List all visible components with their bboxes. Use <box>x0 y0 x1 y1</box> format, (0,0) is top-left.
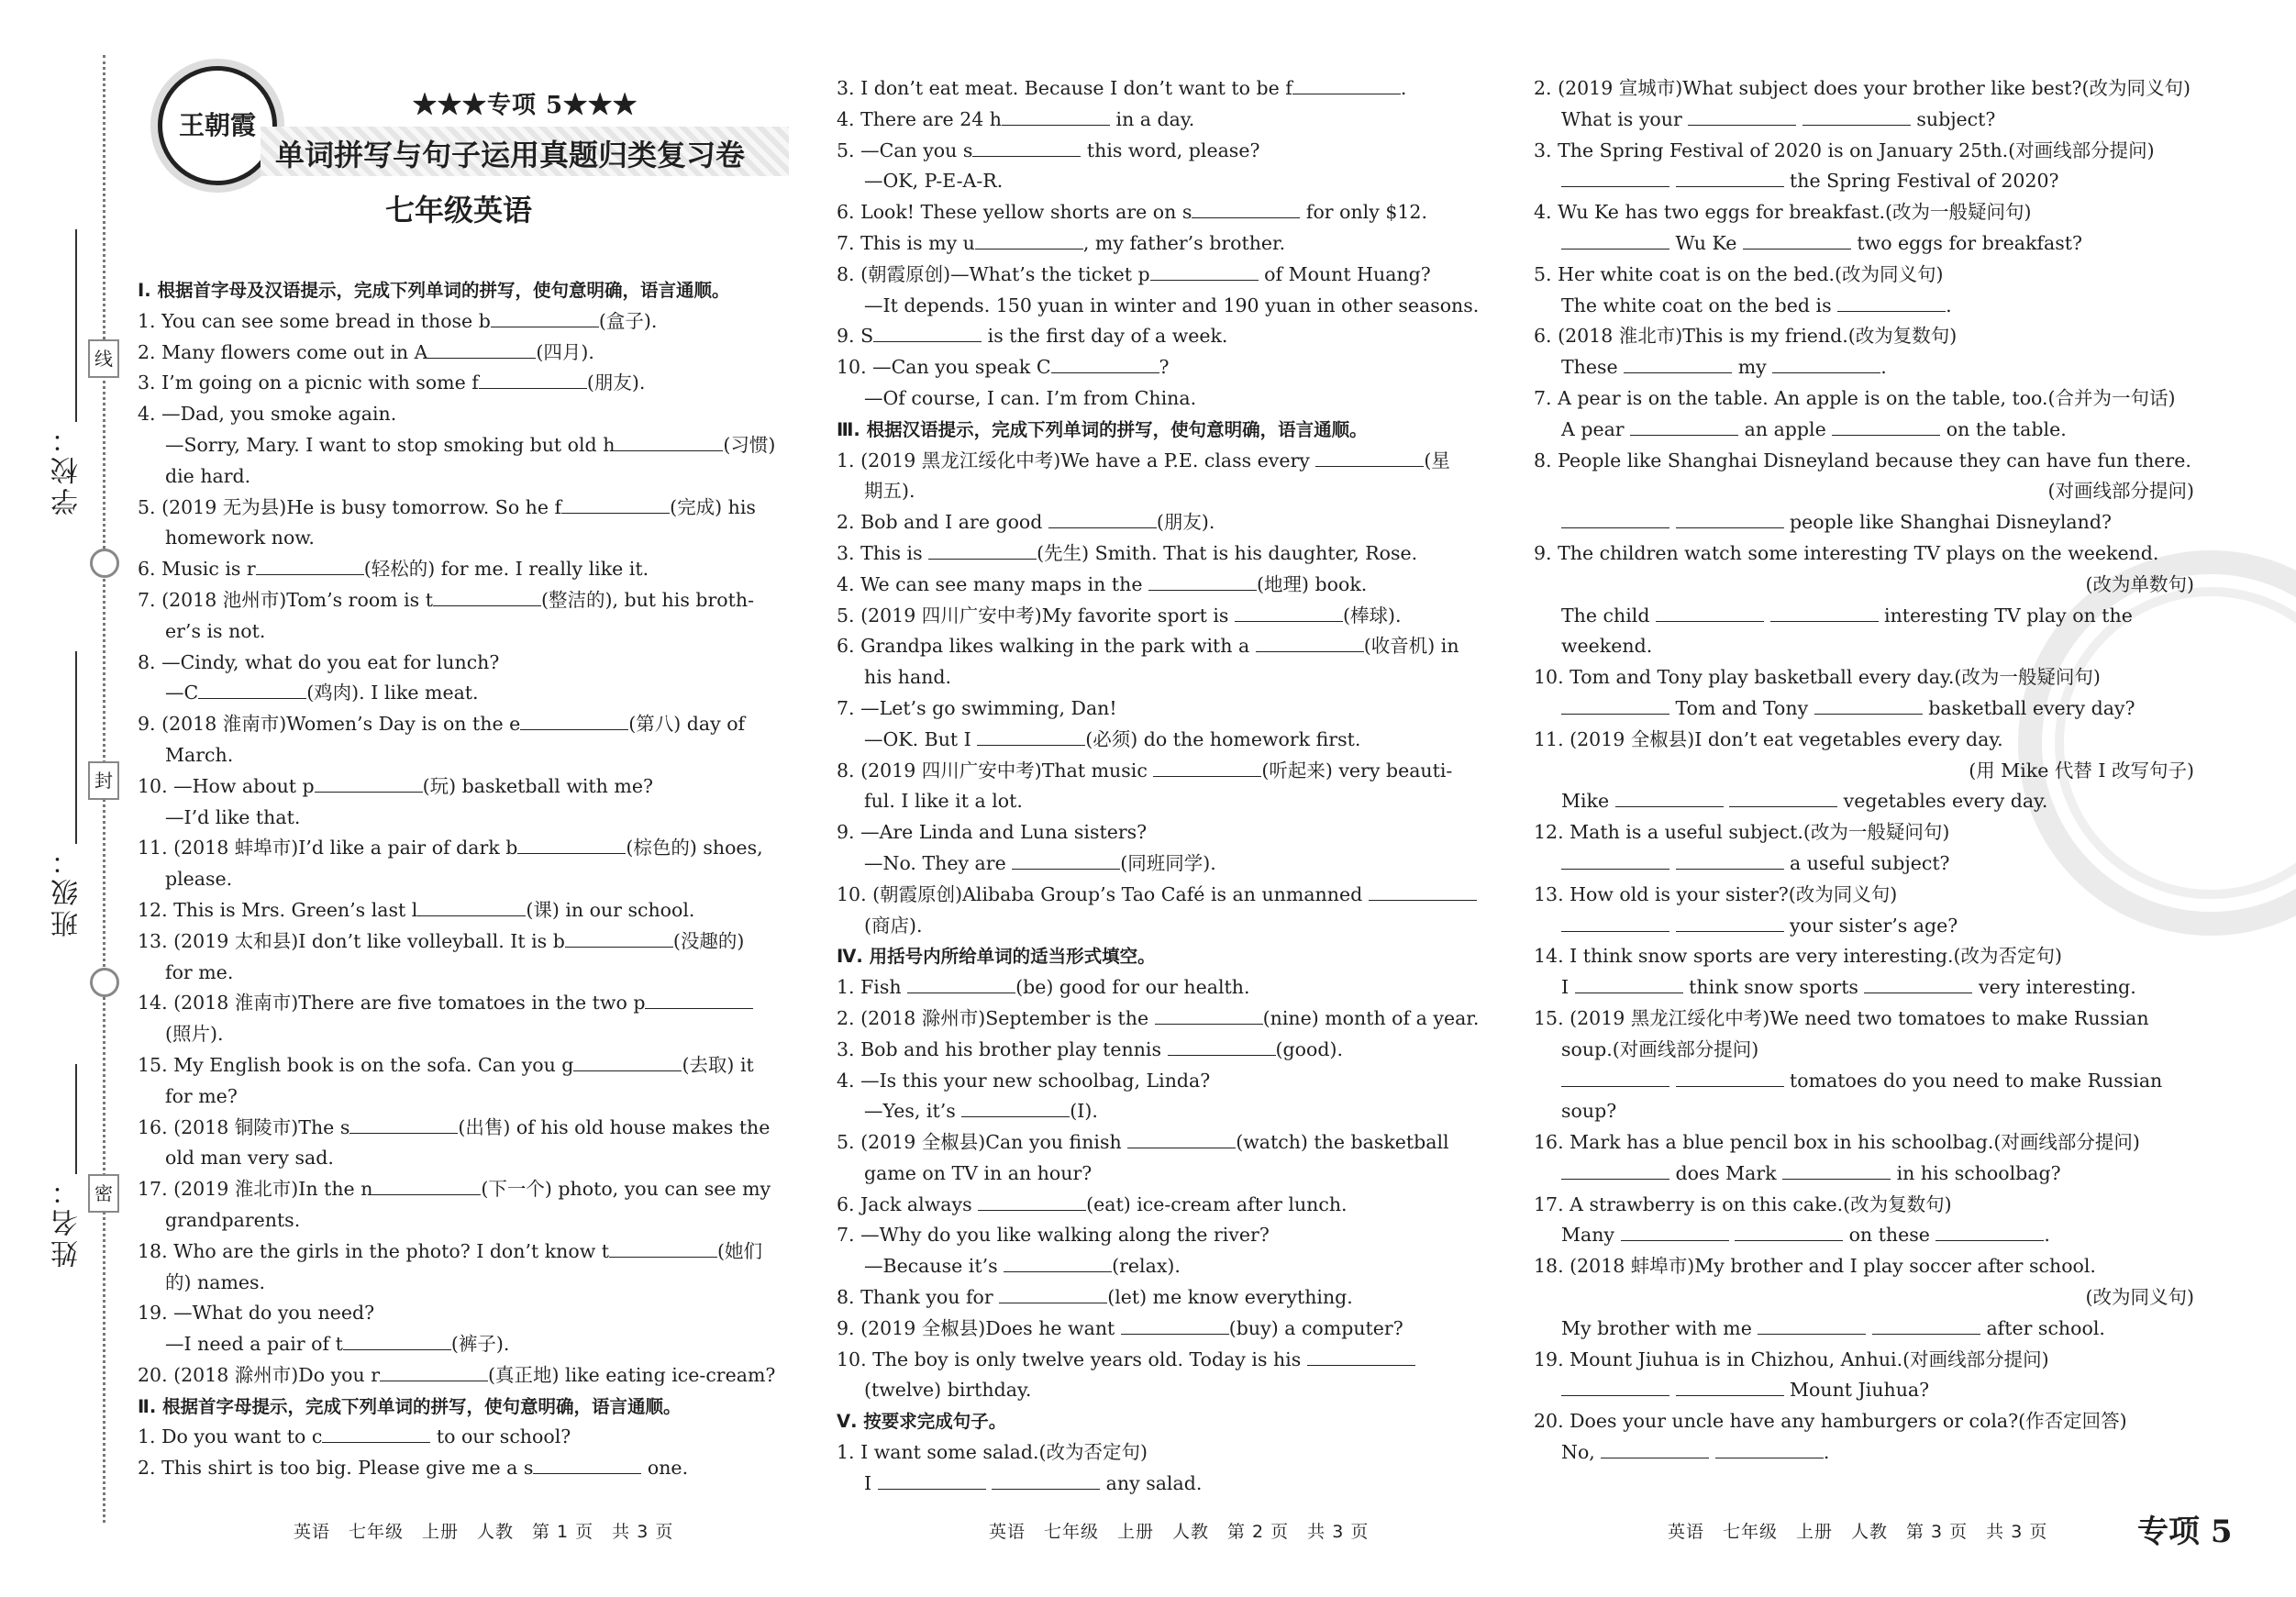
binding-margin <box>0 0 138 1597</box>
question-line: 15. (2019 黑龙江绥化中考)We need two tomatoes to make Russian <box>1534 1006 2149 1029</box>
question-line: 15. My English book is on the sofa. Can you g (去取) it <box>138 1050 800 1081</box>
answer-blank[interactable] <box>479 370 587 390</box>
question-line: 9. S is the first day of a week. <box>837 321 1497 352</box>
school-line <box>75 229 77 422</box>
question-line: ful. I like it a lot. <box>864 790 1023 813</box>
question-line: 3. I’m going on a picnic with some f (朋友). <box>138 368 800 399</box>
question-line: 1. You can see some bread in those b (盒子). <box>138 306 800 338</box>
question-line: March. <box>165 743 234 766</box>
question-line: weekend. <box>1561 635 1653 658</box>
question-line: 20. Does your uncle have any hamburgers or cola?(作否定回答) <box>1534 1410 2127 1433</box>
question-line: 18. (2018 蚌埠市)My brother and I play soccer after school. <box>1534 1255 2096 1278</box>
question-line: 7. A pear is on the table. An apple is on the table, too.(合并为一句话) <box>1534 386 2176 409</box>
question-line: 11. (2018 蚌埠市)I’d like a pair of dark b (棕色的) shoes, <box>138 833 800 864</box>
answer-blank[interactable] <box>1150 261 1259 281</box>
answer-blank[interactable] <box>975 229 1083 250</box>
answer-blank[interactable] <box>907 974 1015 994</box>
question-line: —Sorry, Mary. I want to stop smoking but old h (习惯) <box>138 430 800 461</box>
answer-blank[interactable] <box>1369 881 1477 901</box>
answer-blank[interactable] <box>1561 849 1669 870</box>
answer-blank[interactable] <box>1743 229 1851 250</box>
answer-blank[interactable] <box>978 1191 1086 1211</box>
question-line: 5. (2019 四川广安中考)My favorite sport is (棒球). <box>837 601 1497 632</box>
question-line: old man very sad. <box>165 1147 334 1170</box>
question-line: 3. I don’t eat meat. Because I don’t want to be f . <box>837 73 1497 105</box>
question-line: 6. Jack always (eat) ice-cream after lunch. <box>837 1190 1497 1221</box>
answer-blank[interactable] <box>1561 509 1669 529</box>
question-line: —Of course, I can. I’m from China. <box>864 386 1197 409</box>
question-line: 1. I want some salad.(改为否定句) <box>837 1441 1148 1464</box>
section-heading: Ⅳ. 用括号内所给单词的适当形式填空。 <box>837 946 1156 968</box>
footer-page-1: 英语 七年级 上册 人教 第 1 页 共 3 页 <box>294 1522 674 1542</box>
question-line: No, . <box>1534 1437 2194 1469</box>
answer-blank[interactable] <box>1561 168 1669 188</box>
question-line: 的) names. <box>165 1270 266 1293</box>
question-line: 10. —Can you speak C ? <box>837 352 1497 383</box>
answer-blank[interactable] <box>1575 974 1683 994</box>
question-line: 8. —Cindy, what do you eat for lunch? <box>138 650 500 673</box>
answer-blank[interactable] <box>878 1469 986 1490</box>
answer-blank[interactable] <box>972 137 1081 157</box>
question-line: What is your subject? <box>1534 105 2194 136</box>
answer-blank[interactable] <box>1624 354 1732 374</box>
answer-blank[interactable] <box>1676 1377 1784 1397</box>
question-line: 9. The children watch some interesting TV plays on the weekend. <box>1534 541 2159 564</box>
question-line: tomatoes do you need to make Russian <box>1534 1066 2194 1097</box>
seal-text-mi: 密 <box>88 1174 119 1213</box>
answer-blank[interactable] <box>1561 229 1669 250</box>
question-line: 3. Bob and his brother play tennis (good). <box>837 1035 1497 1066</box>
brand-logo: 王朝霞 <box>158 66 277 185</box>
question-line: 7. This is my u , my father’s brother. <box>837 228 1497 260</box>
class-line <box>75 651 77 844</box>
question-line: 3. This is (先生) Smith. That is his daughter, Rose. <box>837 538 1497 570</box>
question-line: homework now. <box>165 527 315 549</box>
question-line: 4. —Dad, you smoke again. <box>138 403 397 426</box>
question-line: Mike vegetables every day. <box>1534 786 2194 817</box>
column-1 <box>138 275 800 1484</box>
question-line: 1. Do you want to c to our school? <box>138 1422 800 1453</box>
answer-blank[interactable] <box>1315 447 1424 467</box>
answer-blank[interactable] <box>1676 509 1784 529</box>
question-line: 10. (朝霞原创)Alibaba Group’s Tao Café is an unmanned <box>837 880 1497 911</box>
answer-blank[interactable] <box>1872 1314 1980 1335</box>
answer-blank[interactable] <box>1864 974 1972 994</box>
question-line: 17. (2019 淮北市)In the n (下一个) photo, you can see my <box>138 1174 800 1205</box>
question-line: 8. Thank you for (let) me know everything. <box>837 1282 1497 1314</box>
question-line: soup? <box>1561 1100 1617 1123</box>
question-line: —No. They are (同班同学). <box>837 848 1497 880</box>
answer-blank[interactable] <box>928 539 1037 560</box>
answer-blank[interactable] <box>315 772 423 793</box>
answer-blank[interactable] <box>1729 788 1837 808</box>
question-line: 7. (2018 池州市)Tom’s room is t (整洁的), but his broth- <box>138 585 800 616</box>
section-heading: Ⅲ. 根据汉语提示，完成下列单词的拼写，使句意明确，语言通顺。 <box>837 418 1368 440</box>
question-line: 7. —Let’s go swimming, Dan! <box>837 696 1117 719</box>
answer-blank[interactable] <box>433 586 541 606</box>
question-line: 2. Bob and I are good (朋友). <box>837 507 1497 538</box>
question-line: grandparents. <box>165 1208 301 1231</box>
question-line: 4. We can see many maps in the (地理) book. <box>837 570 1497 601</box>
question-line: (twelve) birthday. <box>864 1379 1032 1402</box>
page-title: 单词拼写与句子运用真题归类复习卷 <box>275 138 746 172</box>
answer-blank[interactable] <box>961 1098 1070 1118</box>
answer-blank[interactable] <box>1802 105 1911 126</box>
question-line: —C (鸡肉). I like meat. <box>138 678 800 709</box>
special-topic-label: ★★★专项 5★★★ <box>413 92 638 119</box>
question-line: I any salad. <box>837 1469 1497 1500</box>
seal-text-feng: 封 <box>88 761 119 800</box>
answer-blank[interactable] <box>1561 694 1669 715</box>
answer-blank[interactable] <box>873 323 982 343</box>
question-line: 10. Tom and Tony play basketball every day.(改为一般疑问句) <box>1534 666 2101 689</box>
answer-blank[interactable] <box>1561 912 1669 932</box>
question-line: 10. —How about p (玩) basketball with me? <box>138 771 800 803</box>
question-line: 10. The boy is only twelve years old. Today is his <box>837 1345 1497 1376</box>
school-label: 学校： <box>51 422 83 516</box>
question-line: 2. Many flowers come out in A (四月). <box>138 338 800 369</box>
question-line: 5. (2019 无为县)He is busy tomorrow. So he f (完成) his <box>138 493 800 524</box>
answer-blank[interactable] <box>1936 1222 2044 1242</box>
answer-blank[interactable] <box>565 927 673 948</box>
question-line: 9. —Are Linda and Luna sisters? <box>837 821 1148 844</box>
answer-blank[interactable] <box>322 1424 430 1444</box>
binding-ring-icon <box>90 549 119 578</box>
question-line: 4. Wu Ke has two eggs for breakfast.(改为一般疑问句) <box>1534 201 2032 224</box>
question-line: 1. Fish (be) good for our health. <box>837 972 1497 1004</box>
question-line: 7. —Why do you like walking along the river? <box>837 1224 1270 1247</box>
question-line: for me. <box>165 960 234 983</box>
question-line: 5. (2019 全椒县)Can you finish (watch) the basketball <box>837 1127 1497 1159</box>
answer-blank[interactable] <box>1772 354 1880 374</box>
question-line: 2. This shirt is too big. Please give me a s one. <box>138 1453 800 1484</box>
answer-blank[interactable] <box>1814 694 1923 715</box>
question-line: —Yes, it’s (I). <box>837 1096 1497 1127</box>
answer-blank[interactable] <box>1235 602 1343 622</box>
binding-ring-icon <box>90 968 119 997</box>
question-line: please. <box>165 868 233 891</box>
question-line: (照片). <box>165 1023 224 1046</box>
question-line: does Mark in his schoolbag? <box>1534 1159 2194 1190</box>
question-line: 2. (2018 滁州市)September is the (nine) month of a year. <box>837 1004 1497 1035</box>
question-line: 12. Math is a useful subject.(改为一般疑问句) <box>1534 821 1950 844</box>
question-line: The child interesting TV play on the <box>1534 601 2194 632</box>
answer-blank[interactable] <box>1051 354 1159 374</box>
question-line: 8. (2019 四川广安中考)That music (听起来) very beauti- <box>837 756 1497 787</box>
question-line: 14. (2018 淮南市)There are five tomatoes in the two p <box>138 988 800 1019</box>
question-line: —Because it’s (relax). <box>837 1251 1497 1282</box>
page-header <box>138 55 798 229</box>
question-line: (改为单数句) <box>2085 572 2194 595</box>
question-line: —I’d like that. <box>165 805 301 828</box>
question-line: (用 Mike 代替 I 改写句子) <box>1969 759 2194 782</box>
question-line: —I need a pair of t (裤子). <box>138 1329 800 1360</box>
answer-blank[interactable] <box>573 1051 682 1071</box>
answer-blank[interactable] <box>1256 633 1364 653</box>
question-line: 3. The Spring Festival of 2020 is on January 25th.(对画线部分提问) <box>1534 139 2155 161</box>
question-line: 14. I think snow sports are very interesting.(改为否定句) <box>1534 945 2063 968</box>
question-line: 11. (2019 全椒县)I don’t eat vegetables every day. <box>1534 727 2003 750</box>
question-line: Many on these . <box>1534 1220 2194 1251</box>
question-line: the Spring Festival of 2020? <box>1534 166 2194 197</box>
question-line: 5. Her white coat is on the bed.(改为同义句) <box>1534 262 1944 285</box>
answer-blank[interactable] <box>1837 292 1946 312</box>
question-line: 17. A strawberry is on this cake.(改为复数句) <box>1534 1192 1952 1215</box>
question-line: 16. Mark has a blue pencil box in his schoolbag.(对画线部分提问) <box>1534 1131 2140 1154</box>
question-line: 19. —What do you need? <box>138 1302 375 1325</box>
answer-blank[interactable] <box>1630 416 1738 436</box>
question-line: 9. (2019 全椒县)Does he want (buy) a computer? <box>837 1314 1497 1345</box>
answer-blank[interactable] <box>999 1284 1107 1304</box>
answer-blank[interactable] <box>380 1361 488 1381</box>
answer-blank[interactable] <box>1127 1129 1236 1149</box>
answer-blank[interactable] <box>977 726 1085 746</box>
section-heading: Ⅴ. 按要求完成句子。 <box>837 1411 1007 1433</box>
special-topic-tag: 专项 5 <box>2137 1514 2233 1550</box>
answer-blank[interactable] <box>1601 1439 1709 1459</box>
question-line: 5. —Can you s this word, please? <box>837 136 1497 167</box>
answer-blank[interactable] <box>517 835 626 855</box>
answer-blank[interactable] <box>256 556 364 576</box>
answer-blank[interactable] <box>1676 849 1784 870</box>
question-line: —OK. But I (必须) do the homework first. <box>837 725 1497 756</box>
answer-blank[interactable] <box>1688 105 1796 126</box>
answer-blank[interactable] <box>491 307 599 327</box>
answer-blank[interactable] <box>1615 788 1724 808</box>
question-line: —It depends. 150 yuan in winter and 190 yuan in other seasons. <box>864 294 1480 316</box>
answer-blank[interactable] <box>1758 1314 1866 1335</box>
answer-blank[interactable] <box>1782 1159 1891 1180</box>
column-3 <box>1534 73 2194 1469</box>
question-line: 9. (2018 淮南市)Women’s Day is on the e (第八) day of <box>138 709 800 740</box>
answer-blank[interactable] <box>1561 1159 1669 1180</box>
answer-blank[interactable] <box>1004 1253 1112 1273</box>
answer-blank[interactable] <box>417 896 526 916</box>
answer-blank[interactable] <box>1153 757 1261 777</box>
answer-blank[interactable] <box>609 1237 717 1258</box>
answer-blank[interactable] <box>615 431 723 451</box>
question-line: 13. How old is your sister?(改为同义句) <box>1534 882 1898 905</box>
question-line: 13. (2019 太和县)I don’t like volleyball. It is b (没趣的) <box>138 926 800 958</box>
question-line: 6. (2018 淮北市)This is my friend.(改为复数句) <box>1534 325 1958 348</box>
footer-page-2: 英语 七年级 上册 人教 第 2 页 共 3 页 <box>989 1522 1370 1542</box>
answer-blank[interactable] <box>427 338 536 359</box>
question-line: Wu Ke two eggs for breakfast? <box>1534 228 2194 260</box>
question-line: your sister’s age? <box>1534 911 2194 942</box>
answer-blank[interactable] <box>343 1331 451 1351</box>
question-line: for me? <box>165 1084 238 1107</box>
question-line: 8. People like Shanghai Disneyland because they can have fun there. <box>1534 449 2191 471</box>
question-line: Tom and Tony basketball every day? <box>1534 693 2194 725</box>
question-line: Mount Jiuhua? <box>1534 1375 2194 1406</box>
question-line: die hard. <box>165 464 251 487</box>
question-line: game on TV in an hour? <box>864 1161 1093 1184</box>
answer-blank[interactable] <box>1676 912 1784 932</box>
page-subtitle: 七年级英语 <box>385 193 533 227</box>
answer-blank[interactable] <box>1656 602 1764 622</box>
question-line: 19. Mount Jiuhua is in Chizhou, Anhui.(对画线部分提问) <box>1534 1347 2049 1370</box>
question-line: people like Shanghai Disneyland? <box>1534 507 2194 538</box>
answer-blank[interactable] <box>1561 1067 1669 1087</box>
question-line: 期五). <box>864 480 915 503</box>
answer-blank[interactable] <box>198 680 306 700</box>
answer-blank[interactable] <box>1155 1004 1263 1025</box>
question-line: (对画线部分提问) <box>2047 480 2194 503</box>
answer-blank[interactable] <box>992 1469 1100 1490</box>
answer-blank[interactable] <box>1307 1346 1415 1366</box>
answer-blank[interactable] <box>372 1176 481 1196</box>
question-line: 4. —Is this your new schoolbag, Linda? <box>837 1069 1211 1092</box>
answer-blank[interactable] <box>1621 1222 1729 1242</box>
question-line: 2. (2019 宣城市)What subject does your brother like best?(改为同义句) <box>1534 77 2191 99</box>
question-line: 6. Music is r (轻松的) for me. I really like it. <box>138 554 800 585</box>
answer-blank[interactable] <box>645 990 753 1010</box>
question-line: soup.(对画线部分提问) <box>1561 1037 1759 1060</box>
answer-blank[interactable] <box>1770 602 1879 622</box>
question-line: I think snow sports very interesting. <box>1534 972 2194 1004</box>
question-line: 6. Look! These yellow shorts are on s for only $12. <box>837 197 1497 228</box>
question-line: 16. (2018 铜陵市)The s (出售) of his old house makes the <box>138 1113 800 1144</box>
answer-blank[interactable] <box>1121 1314 1229 1335</box>
answer-blank[interactable] <box>349 1114 458 1134</box>
question-line: 12. This is Mrs. Green’s last l (课) in our school. <box>138 895 800 926</box>
question-line: 8. (朝霞原创)—What’s the ticket p of Mount Huang? <box>837 260 1497 291</box>
answer-blank[interactable] <box>1832 416 1940 436</box>
answer-blank[interactable] <box>561 494 670 514</box>
question-line: 1. (2019 黑龙江绥化中考)We have a P.E. class every (星 <box>837 446 1497 477</box>
section-heading: Ⅰ. 根据首字母及汉语提示，完成下列单词的拼写，使句意明确，语言通顺。 <box>138 280 730 301</box>
answer-blank[interactable] <box>1192 199 1300 219</box>
question-line: —OK, P-E-A-R. <box>864 170 1004 193</box>
footer-page-3: 英语 七年级 上册 人教 第 3 页 共 3 页 <box>1668 1522 2048 1542</box>
answer-blank[interactable] <box>1168 1036 1276 1056</box>
answer-blank[interactable] <box>1048 509 1157 529</box>
answer-blank[interactable] <box>1292 75 1401 95</box>
name-line <box>75 1064 77 1174</box>
question-line: These my . <box>1534 352 2194 383</box>
answer-blank[interactable] <box>1148 571 1257 591</box>
answer-blank[interactable] <box>1676 168 1784 188</box>
question-line: My brother with me after school. <box>1534 1314 2194 1345</box>
question-line: 6. Grandpa likes walking in the park with a (收音机) in <box>837 631 1497 662</box>
seal-text-xian: 线 <box>88 339 119 378</box>
question-line: 20. (2018 滁州市)Do you r (真正地) like eating ice-cream? <box>138 1360 800 1392</box>
question-line: (商店). <box>864 914 923 937</box>
question-line: er’s is not. <box>165 619 266 642</box>
name-label: 姓名： <box>51 1174 83 1268</box>
question-line: 4. There are 24 h in a day. <box>837 105 1497 136</box>
answer-blank[interactable] <box>1561 1377 1669 1397</box>
question-line: A pear an apple on the table. <box>1534 415 2194 446</box>
question-line: his hand. <box>864 666 952 689</box>
question-line: a useful subject? <box>1534 848 2194 880</box>
question-line: The white coat on the bed is . <box>1534 291 2194 322</box>
answer-blank[interactable] <box>1012 849 1120 870</box>
column-2 <box>837 73 1497 1500</box>
answer-blank[interactable] <box>1735 1222 1843 1242</box>
section-heading: Ⅱ. 根据首字母提示，完成下列单词的拼写，使句意明确，语言通顺。 <box>138 1395 682 1417</box>
question-line: 18. Who are the girls in the photo? I don’t know t (她们 <box>138 1237 800 1268</box>
answer-blank[interactable] <box>520 711 628 731</box>
answer-blank[interactable] <box>533 1455 641 1475</box>
question-line: (改为同义句) <box>2085 1286 2194 1309</box>
answer-blank[interactable] <box>1676 1067 1784 1087</box>
answer-blank[interactable] <box>1715 1439 1824 1459</box>
answer-blank[interactable] <box>1002 105 1110 126</box>
class-label: 班级： <box>51 844 83 937</box>
